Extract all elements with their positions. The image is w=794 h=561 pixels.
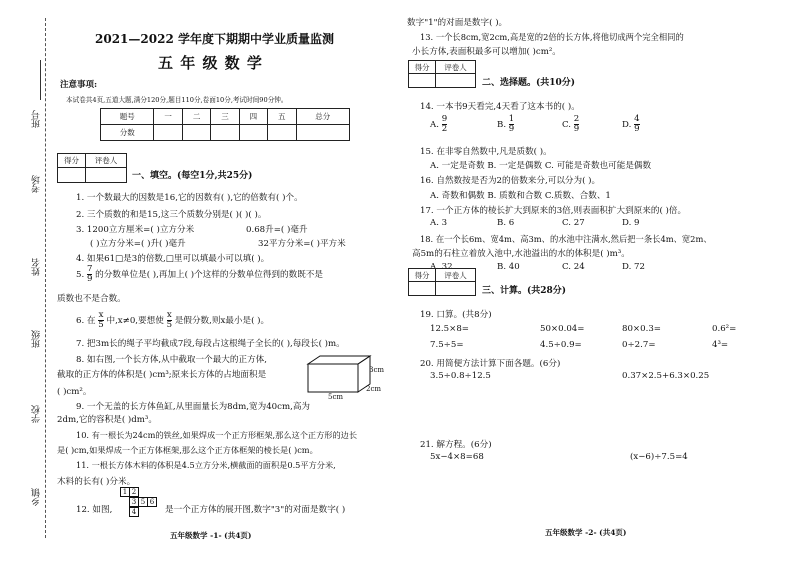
question-17-option-c[interactable]: C. 27 xyxy=(562,218,585,228)
grader-name-cell[interactable] xyxy=(85,168,126,183)
fraction-x-5 xyxy=(167,311,172,330)
cuboid-width-label: 5cm xyxy=(328,393,344,401)
cube-net-face: 6 xyxy=(147,497,157,507)
fraction-denominator: 5 xyxy=(98,320,104,330)
option-label: A. xyxy=(430,120,439,130)
question-10a: 10. 有一根长为24cm的铁丝,如果焊成一个正方形框架,那么这个正方形的边长 xyxy=(76,430,358,440)
grader-name-label: 评卷人 xyxy=(436,61,476,74)
grader-score-cell[interactable] xyxy=(409,282,436,296)
score-table-header: 五 xyxy=(268,109,296,125)
question-17-option-b[interactable]: B. 6 xyxy=(497,218,515,228)
question-16: 16. 自然数按是否为2的倍数来分,可以分为( )。 xyxy=(420,176,601,186)
grader-score-cell[interactable] xyxy=(409,74,436,88)
oral-calc-item: 80×0.3= xyxy=(622,324,662,334)
score-table-header: 题号 xyxy=(101,109,154,125)
question-17: 17. 一个正方体的棱长扩大到原来的3倍,则表面积扩大到原来的( )倍。 xyxy=(420,206,687,216)
grader-name-cell[interactable] xyxy=(436,74,476,88)
question-12-pre: 12. 如图, xyxy=(76,505,113,515)
cube-net xyxy=(120,487,170,519)
question-2: 2. 三个质数的和是15,这三个质数分别是( )( )( )。 xyxy=(76,210,267,220)
question-6-pre: 6. 在 xyxy=(76,316,96,326)
fraction-denominator: 2 xyxy=(441,124,448,134)
option-label: D. xyxy=(622,120,632,130)
subject-title: 五 年 级 数 学 xyxy=(158,54,263,72)
oral-calc-item: 50×0.04= xyxy=(540,324,585,334)
score-cell[interactable] xyxy=(154,125,182,141)
question-20b: 0.37×2.5+6.3×0.25 xyxy=(622,371,710,381)
score-cell[interactable] xyxy=(268,125,296,141)
fraction-numerator: 7 xyxy=(86,264,93,274)
oral-calc-item: 4.5÷0.9= xyxy=(540,340,582,350)
score-cell[interactable] xyxy=(239,125,267,141)
cube-net-face: 2 xyxy=(129,487,139,497)
question-8c: ( )cm²。 xyxy=(57,387,92,397)
score-row-label: 分数 xyxy=(101,125,154,141)
question-3a: 3. 1200立方厘米=( )立方分米 xyxy=(76,225,195,235)
question-21b: (x−6)÷7.5=4 xyxy=(630,452,688,462)
question-19: 19. 口算。(共8分) xyxy=(420,310,492,320)
score-table-header: 总分 xyxy=(296,109,350,125)
question-7: 7. 把3m长的绳子平均截成7段,每段占这根绳子全长的( ),每段长( )m。 xyxy=(76,339,345,349)
question-14-option-a[interactable] xyxy=(430,115,447,134)
section-3-title: 三、计算。(共28分) xyxy=(482,286,567,296)
question-10b: 是( )cm,如果焊成一个正方体框架,那么这个正方体框架的棱长是( )cm。 xyxy=(57,445,318,455)
cuboid-figure xyxy=(300,352,390,402)
cuboid-depth-label: 2cm xyxy=(366,385,382,393)
score-table-header: 二 xyxy=(182,109,210,125)
question-9b: 2dm,它的容积是( )dm³。 xyxy=(57,415,157,425)
question-8b: 截取的正方体的体积是( )cm³;原来长方体的占地面积是 xyxy=(57,370,267,380)
cube-net-face: 4 xyxy=(129,507,139,517)
score-table-header: 一 xyxy=(154,109,182,125)
question-20: 20. 用简便方法计算下面各题。(6分) xyxy=(420,359,561,369)
section-2-title: 二、选择题。(共10分) xyxy=(482,78,576,88)
grader-name-label: 评卷人 xyxy=(85,154,126,168)
question-18b: 高5m的石柱立着放入池中,水池溢出的水的体积是( )m³。 xyxy=(412,249,630,259)
question-8a: 8. 如右图,一个长方体,从中截取一个最大的正方体, xyxy=(76,355,268,365)
score-cell[interactable] xyxy=(296,125,350,141)
page-footer-right: 五年级数学 -2- (共4页) xyxy=(545,528,627,537)
score-table xyxy=(100,108,350,141)
fraction-numerator: x xyxy=(166,310,172,320)
score-table-header: 四 xyxy=(239,109,267,125)
option-label: B. xyxy=(497,120,507,130)
score-cell[interactable] xyxy=(182,125,210,141)
question-12-cont: 数字"1"的对面是数字( )。 xyxy=(407,18,508,28)
question-3d: 32平方分米=( )平方米 xyxy=(258,239,346,249)
grader-name-label: 评卷人 xyxy=(436,269,476,282)
question-1: 1. 一个数最大的因数是16,它的因数有( ),它的倍数有( )个。 xyxy=(76,193,303,203)
page-footer-left: 五年级数学 -1- (共4页) xyxy=(170,531,252,540)
question-20a: 3.5÷0.8÷12.5 xyxy=(430,371,491,381)
grader-score-label: 得分 xyxy=(409,61,436,74)
oral-calc-item: 0.6²= xyxy=(712,324,737,334)
grader-box xyxy=(408,268,476,296)
oral-calc-item: 7.5÷5= xyxy=(430,340,464,350)
question-18-option-c[interactable]: C. 24 xyxy=(562,262,585,272)
question-14-option-d[interactable] xyxy=(622,115,640,134)
section-1-title: 一、填空。(每空1分,共25分) xyxy=(132,171,253,181)
grader-name-cell[interactable] xyxy=(436,282,476,296)
question-15-options[interactable]: A. 一定是奇数 B. 一定是偶数 C. 可能是奇数也可能是偶数 xyxy=(430,161,652,171)
side-label-exam-room: 考场 xyxy=(32,175,42,193)
fraction-numerator: x xyxy=(98,310,104,320)
question-11a: 11. 一根长方体木料的体积是4.5立方分米,横截面的面积是0.5平方分米, xyxy=(76,460,336,470)
score-cell[interactable] xyxy=(211,125,239,141)
question-11b: 木料的长有( )分米。 xyxy=(57,477,136,487)
fraction-denominator: 9 xyxy=(508,124,515,134)
grader-box xyxy=(57,153,127,183)
question-21: 21. 解方程。(6分) xyxy=(420,440,492,450)
cube-net-face: 5 xyxy=(138,497,148,507)
cuboid-height-label: 3cm xyxy=(369,366,385,374)
side-label-town: 乡镇 xyxy=(32,488,42,506)
question-18-option-d[interactable]: D. 72 xyxy=(622,262,645,272)
fraction-x-5 xyxy=(98,311,103,330)
grader-score-cell[interactable] xyxy=(58,168,86,183)
question-5-cont: 质数也不是合数。 xyxy=(57,294,126,304)
question-17-option-a[interactable]: A. 3 xyxy=(430,218,448,228)
question-3b: 0.68升=( )毫升 xyxy=(246,225,308,235)
question-4: 4. 如果61□是3的倍数,□里可以填最小可以填( )。 xyxy=(76,254,270,264)
grader-score-label: 得分 xyxy=(58,154,86,168)
score-table-header: 三 xyxy=(211,109,239,125)
question-6-post: 是假分数,则x最小是( )。 xyxy=(174,316,270,326)
question-5-text: 的分数单位是( ),再加上( )个这样的分数单位得到的数既不是 xyxy=(95,270,323,280)
question-17-option-d[interactable]: D. 9 xyxy=(622,218,640,228)
question-18-option-b[interactable]: B. 40 xyxy=(497,262,520,272)
question-9a: 9. 一个无盖的长方体鱼缸,从里面量长为8dm,宽为40cm,高为 xyxy=(76,402,311,412)
fraction-numerator: 9 xyxy=(441,114,448,124)
question-6-mid: 中,x≠0,要想使 xyxy=(106,316,164,326)
fraction-7-9 xyxy=(87,265,92,284)
option-label: C. xyxy=(562,120,572,130)
question-16-options[interactable]: A. 奇数和偶数 B. 质数和合数 C.质数、合数、1 xyxy=(430,191,611,201)
fraction-numerator: 1 xyxy=(508,114,515,124)
binding-line xyxy=(45,18,46,538)
fraction-denominator: 9 xyxy=(634,124,640,134)
grader-score-label: 得分 xyxy=(409,269,436,282)
fraction-denominator: 9 xyxy=(86,274,93,284)
question-13a: 13. 一个长8cm,宽2cm,高是宽的2倍的长方体,将他切成两个完全相同的 xyxy=(420,32,684,42)
fraction-denominator: 9 xyxy=(573,124,580,134)
oral-calc-item: 0÷2.7= xyxy=(622,340,656,350)
question-5 xyxy=(76,265,323,284)
question-14-option-b[interactable] xyxy=(497,115,514,134)
question-18a: 18. 在一个长6m、宽4m、高3m、的水池中注满水,然后把一条长4m、宽2m、 xyxy=(420,234,712,244)
side-label-school: 学校 xyxy=(32,405,42,423)
cube-net-face: 3 xyxy=(129,497,139,507)
notice-title: 注意事项: xyxy=(60,80,98,90)
question-14-option-c[interactable] xyxy=(562,115,579,134)
side-label-class-no: 班号 xyxy=(32,110,42,128)
question-18-option-a[interactable]: A. 32 xyxy=(430,262,453,272)
question-14: 14. 一本书9天看完,4天看了这本书的( )。 xyxy=(420,102,580,112)
side-label-name: 姓名 xyxy=(32,258,42,276)
question-6 xyxy=(76,311,269,330)
fraction-denominator: 5 xyxy=(166,320,173,330)
notice-text: 本试卷共4页,五道大题,满分120分,题目110分,卷面10分,考试时间90分钟。 xyxy=(66,96,288,104)
question-21a: 5x−4×8=68 xyxy=(430,452,484,462)
question-15: 15. 在非零自然数中,凡是质数( )。 xyxy=(420,147,552,157)
side-label-class: 班级 xyxy=(32,330,42,348)
question-13b: 小长方体,表面积最多可以增加( )cm²。 xyxy=(412,47,561,57)
question-3c: ( )立方分米=( )升( )毫升 xyxy=(90,239,186,249)
fraction-numerator: 2 xyxy=(573,114,580,124)
question-12-text: 是一个正方体的展开图,数字"3"的对面是数字( ) xyxy=(165,505,346,515)
cube-net-face: 1 xyxy=(120,487,130,497)
oral-calc-item: 4³= xyxy=(712,340,729,350)
question-5-number: 5. xyxy=(76,270,85,280)
fraction-numerator: 4 xyxy=(634,114,640,124)
exam-title: 2021—2022 学年度下期期中学业质量监测 xyxy=(95,32,334,46)
grader-box xyxy=(408,60,476,88)
oral-calc-item: 12.5×8= xyxy=(430,324,470,334)
